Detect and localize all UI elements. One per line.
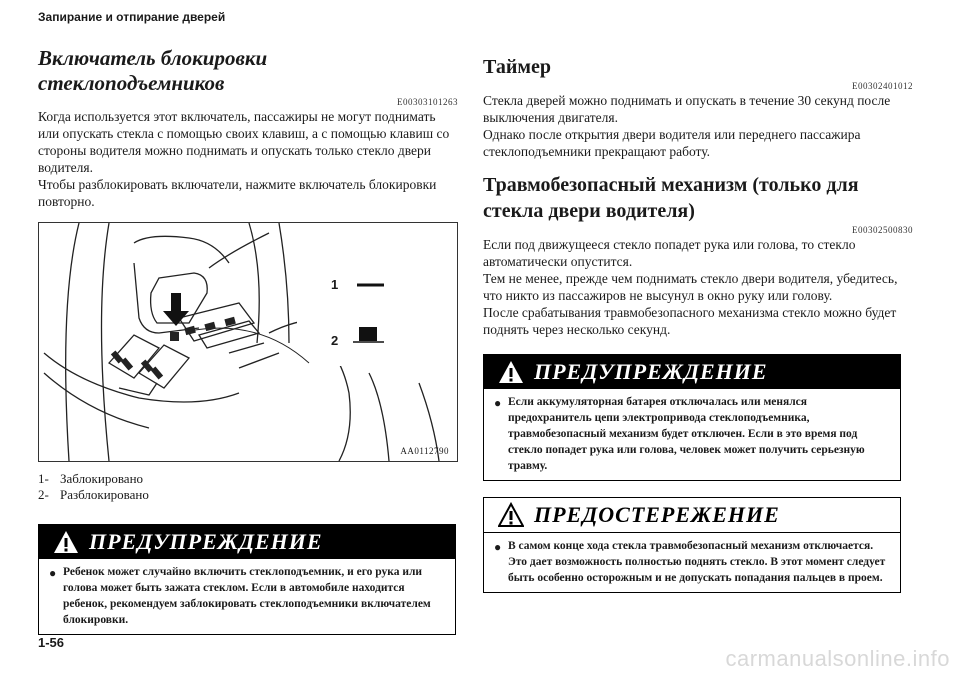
figure-code: AA0112790	[400, 446, 449, 456]
legend-item	[38, 471, 458, 487]
caution-triangle-icon	[498, 502, 524, 528]
warning-text: Ребенок может случайно включить стеклоподъемник, и его рука или голова может быть зажата стеклом. Если в автомобиле находится ребенок, рекомендуем заблокировать стеклоподъемники включателем блокировки.	[63, 566, 431, 626]
left-column	[38, 40, 458, 635]
caution-text: В самом конце хода стекла травмобезопасный механизм отключается. Это дает возможность полностью поднять стекло. В этот момент следует быть особенно осторожным и не допускать попадания пальцев в проем.	[508, 540, 886, 584]
lock-paragraph-1: Когда используется этот включатель, пассажиры не могут поднимать или опускать стекла с помощью своих клавиш, а с помощью клавиш со стороны водителя можно поднимать и опускать только стекло двери водителя.	[38, 109, 450, 175]
door-panel-drawing	[39, 223, 457, 461]
lock-paragraph-2: Чтобы разблокировать включатели, нажмите включатель блокировки повторно.	[38, 177, 437, 209]
safety-heading: Травмобезопасный механизм (только для стекла двери водителя)	[483, 174, 859, 222]
warning-text: Если аккумуляторная батарея отключалась или менялся предохранитель цепи электропривода стеклоподъемника, травмобезопасный механизм будет отключен. Если в это время под стекло попадет рука или голова, человек может получить серьезную травму.	[508, 396, 865, 472]
safety-paragraph-2: Тем не менее, прежде чем поднимать стекло двери водителя, убедитесь, что никто из пассажиров не высунул в окно руку или голову.	[483, 271, 898, 303]
door-switch-illustration	[38, 222, 458, 462]
lock-switch-heading: Включатель блокировки стеклоподъемников	[38, 46, 268, 95]
safety-code: E00302500830	[852, 225, 913, 235]
legend-text: Заблокировано	[60, 471, 144, 486]
caution-body	[484, 533, 900, 592]
warning-title: ПРЕДУПРЕЖДЕНИЕ	[89, 529, 323, 554]
warning-box-left	[38, 524, 456, 635]
legend-num: 1-	[38, 471, 49, 486]
warning-body	[39, 559, 455, 634]
safety-paragraph-1: Если под движущееся стекло попадет рука или голова, то стекло автоматически опустится.	[483, 237, 856, 269]
safety-paragraph-3: После срабатывания травмобезопасного механизма стекло можно будет поднять через несколько секунд.	[483, 305, 897, 337]
timer-paragraph-1: Стекла дверей можно поднимать и опускать в течение 30 секунд после выключения двигателя.	[483, 93, 891, 125]
caution-box	[483, 497, 901, 593]
watermark: carmanualsonline.info	[725, 646, 950, 671]
unlocked-switch-icon	[359, 327, 377, 341]
running-title: Запирание и отпирание дверей	[38, 10, 226, 24]
page-number: 1-56	[38, 635, 65, 650]
arrow-indicator-icon	[163, 293, 189, 326]
figure-legend	[38, 471, 458, 503]
timer-heading: Таймер	[483, 56, 551, 78]
warning-header	[484, 355, 900, 389]
warning-triangle-icon	[53, 529, 79, 555]
warning-box-right	[483, 354, 901, 481]
legend-item	[38, 487, 458, 503]
caution-header	[484, 498, 900, 533]
warning-title: ПРЕДУПРЕЖДЕНИЕ	[534, 359, 768, 384]
callout-1-label: 1	[331, 277, 339, 292]
legend-text: Разблокировано	[60, 487, 149, 502]
caution-title: ПРЕДОСТЕРЕЖЕНИЕ	[534, 502, 780, 527]
warning-body	[484, 389, 900, 480]
callout-2-label: 2	[331, 333, 339, 348]
warning-triangle-icon	[498, 359, 524, 385]
right-column	[483, 40, 913, 593]
lock-section-code: E00303101263	[397, 97, 458, 107]
warning-header	[39, 525, 455, 559]
timer-paragraph-2: Однако после открытия двери водителя или переднего пассажира стеклоподъемники прекращают работу.	[483, 127, 861, 159]
timer-code: E00302401012	[852, 81, 913, 91]
bullet-icon: ●	[49, 566, 57, 580]
legend-num: 2-	[38, 487, 49, 502]
bullet-icon: ●	[494, 396, 502, 410]
bullet-icon: ●	[494, 540, 502, 554]
